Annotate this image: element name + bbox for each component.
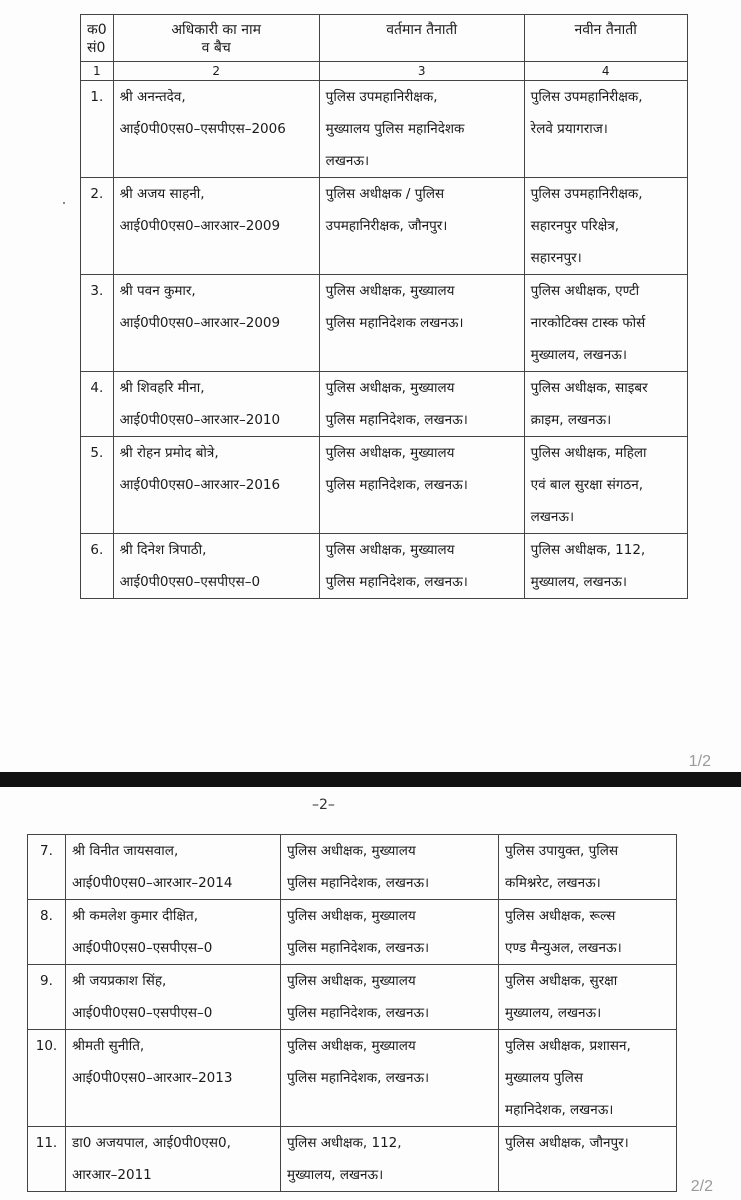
serial-number-cell: 1.: [81, 81, 114, 178]
current-line: पुलिस अधीक्षक, मुख्यालय: [325, 283, 455, 299]
header-serial-line2: सं0: [87, 40, 106, 56]
current-posting-cell: [281, 835, 499, 900]
new-posting-cell: [499, 965, 677, 1030]
serial-number-cell: 8.: [28, 900, 66, 965]
new-line: सहारनपुर।: [530, 250, 582, 266]
new-line: एण्ड मैन्युअल, लखनऊ।: [505, 940, 622, 956]
officer-name-cell: [113, 437, 319, 534]
current-line: पुलिस महानिदेशक लखनऊ।: [325, 315, 464, 331]
name-line: श्री अजय साहनी,: [119, 186, 205, 202]
current-posting-cell: [281, 1030, 499, 1127]
name-line: श्री पवन कुमार,: [119, 283, 196, 299]
serial-number-cell: 2.: [81, 178, 114, 275]
serial-number-cell: 3.: [81, 275, 114, 372]
table-row: [28, 1030, 677, 1127]
name-line: आई0पी0एस0–आरआर–2014: [72, 875, 233, 891]
column-number: 2: [113, 62, 319, 81]
name-line: आई0पी0एस0–एसपीएस–0: [72, 1005, 213, 1021]
current-line: पुलिस महानिदेशक, लखनऊ।: [287, 1005, 430, 1021]
name-line: श्री जयप्रकाश सिंह,: [72, 973, 167, 989]
current-line: पुलिस महानिदेशक, लखनऊ।: [287, 875, 430, 891]
current-line: पुलिस महानिदेशक, लखनऊ।: [325, 412, 468, 428]
current-line: पुलिस उपमहानिरीक्षक,: [325, 89, 438, 105]
name-line: आई0पी0एस0–आरआर–2009: [119, 315, 281, 331]
new-line: कमिश्नरेट, लखनऊ।: [505, 875, 601, 891]
table-row: [81, 437, 688, 534]
table-row: [81, 81, 688, 178]
current-line: मुख्यालय पुलिस महानिदेशक: [325, 121, 465, 137]
current-line: पुलिस अधीक्षक, मुख्यालय: [287, 1038, 416, 1054]
table-row: [81, 178, 688, 275]
officer-name-cell: [66, 900, 281, 965]
officer-name-cell: [113, 372, 319, 437]
header-current-posting: [319, 15, 524, 62]
current-posting-cell: [319, 437, 524, 534]
name-line: आई0पी0एस0–आरआर–2010: [119, 412, 281, 428]
serial-number-cell: 5.: [81, 437, 114, 534]
column-number: 3: [319, 62, 524, 81]
serial-number-cell: 6.: [81, 534, 114, 599]
current-line: मुख्यालय, लखनऊ।: [287, 1167, 384, 1183]
header-serial-line1: क0: [87, 22, 107, 38]
table-row: [28, 900, 677, 965]
officer-name-cell: [66, 1030, 281, 1127]
column-number-row: [81, 62, 688, 81]
current-line: पुलिस अधीक्षक, 112,: [287, 1135, 402, 1151]
header-officer-name: [113, 15, 319, 62]
new-line: मुख्यालय, लखनऊ।: [530, 347, 627, 363]
new-posting-cell: [524, 178, 687, 275]
new-posting-cell: [524, 81, 687, 178]
name-line: आई0पी0एस0–आरआर–2016: [119, 477, 281, 493]
name-line: श्री दिनेश त्रिपाठी,: [119, 542, 207, 558]
current-line: पुलिस अधीक्षक, मुख्यालय: [287, 908, 416, 924]
serial-number-cell: 10.: [28, 1030, 66, 1127]
new-posting-cell: [499, 900, 677, 965]
current-posting-cell: [319, 81, 524, 178]
page-indicator: 2/2: [690, 1178, 713, 1195]
new-line: लखनऊ।: [530, 509, 575, 525]
serial-number-cell: 11.: [28, 1127, 66, 1192]
name-line: श्री कमलेश कुमार दीक्षित,: [72, 908, 198, 924]
column-number: 4: [524, 62, 687, 81]
new-line: पुलिस अधीक्षक, 112,: [530, 542, 646, 558]
current-posting-cell: [319, 534, 524, 599]
current-line: पुलिस महानिदेशक, लखनऊ।: [325, 574, 468, 590]
table-row: [81, 534, 688, 599]
current-line: पुलिस अधीक्षक, मुख्यालय: [287, 843, 416, 859]
current-line: लखनऊ।: [325, 153, 370, 169]
table-row: [81, 275, 688, 372]
new-line: मुख्यालय, लखनऊ।: [505, 1005, 602, 1021]
new-posting-cell: [524, 534, 687, 599]
new-line: पुलिस अधीक्षक, रूल्स: [505, 908, 616, 924]
name-line: श्री विनीत जायसवाल,: [72, 843, 179, 859]
current-line: पुलिस अधीक्षक, मुख्यालय: [325, 380, 455, 396]
page-separator: [0, 772, 741, 787]
name-line: आई0पी0एस0–एसपीएस–0: [72, 940, 213, 956]
new-posting-cell: [499, 835, 677, 900]
table-row: [28, 1127, 677, 1192]
new-posting-cell: [524, 437, 687, 534]
current-posting-cell: [281, 1127, 499, 1192]
name-line: आई0पी0एस0–एसपीएस–2006: [119, 121, 286, 137]
new-line: मुख्यालय पुलिस: [505, 1070, 584, 1086]
posting-table-page-2: [27, 834, 677, 1192]
new-line: पुलिस उपायुक्त, पुलिस: [505, 843, 619, 859]
officer-name-cell: [66, 965, 281, 1030]
page-number-mark: –2–: [312, 797, 335, 813]
current-posting-cell: [319, 178, 524, 275]
officer-name-cell: [113, 275, 319, 372]
name-line: श्री अनन्तदेव,: [119, 89, 186, 105]
name-line: श्रीमती सुनीति,: [72, 1038, 145, 1054]
new-line: सहारनपुर परिक्षेत्र,: [530, 218, 620, 234]
new-line: रेलवे प्रयागराज।: [530, 121, 608, 137]
officer-name-cell: [66, 835, 281, 900]
new-posting-cell: [524, 275, 687, 372]
current-line: पुलिस महानिदेशक, लखनऊ।: [325, 477, 468, 493]
current-line: पुलिस अधीक्षक, मुख्यालय: [287, 973, 416, 989]
new-line: पुलिस अधीक्षक, साइबर: [530, 380, 648, 396]
posting-table-page-1: [80, 14, 688, 599]
name-line: आई0पी0एस0–एसपीएस–0: [119, 574, 261, 590]
current-posting-cell: [319, 372, 524, 437]
table-row: [81, 372, 688, 437]
table-header-row: [81, 15, 688, 62]
new-line: पुलिस अधीक्षक, जौनपुर।: [505, 1135, 629, 1151]
column-number: 1: [81, 62, 114, 81]
header-serial-number: [81, 15, 114, 62]
new-line: पुलिस अधीक्षक, सुरक्षा: [505, 973, 618, 989]
new-line: पुलिस उपमहानिरीक्षक,: [530, 89, 643, 105]
header-current-label: वर्तमान तैनाती: [386, 22, 458, 38]
name-line: श्री रोहन प्रमोद बोत्रे,: [119, 445, 219, 461]
page-indicator: 1/2: [688, 753, 711, 770]
serial-number-cell: 7.: [28, 835, 66, 900]
new-line: क्राइम, लखनऊ।: [530, 412, 612, 428]
new-posting-cell: [524, 372, 687, 437]
serial-number-cell: 9.: [28, 965, 66, 1030]
name-line: डा0 अजयपाल, आई0पी0एस0,: [72, 1135, 231, 1151]
new-line: पुलिस अधीक्षक, एण्टी: [530, 283, 640, 299]
scan-speck: [63, 202, 65, 204]
current-line: पुलिस अधीक्षक, मुख्यालय: [325, 542, 455, 558]
current-posting-cell: [319, 275, 524, 372]
new-line: नारकोटिक्स टास्क फोर्स: [530, 315, 646, 331]
current-line: पुलिस महानिदेशक, लखनऊ।: [287, 940, 430, 956]
current-line: पुलिस महानिदेशक, लखनऊ।: [287, 1070, 430, 1086]
current-line: पुलिस अधीक्षक, मुख्यालय: [325, 445, 455, 461]
name-line: आई0पी0एस0–आरआर–2009: [119, 218, 281, 234]
header-new-posting: [524, 15, 687, 62]
new-posting-cell: [499, 1030, 677, 1127]
table-row: [28, 835, 677, 900]
header-name-line1: अधिकारी का नाम: [171, 22, 262, 38]
new-line: महानिदेशक, लखनऊ।: [505, 1102, 614, 1118]
new-line: पुलिस उपमहानिरीक्षक,: [530, 186, 643, 202]
name-line: आरआर–2011: [72, 1167, 152, 1183]
officer-name-cell: [113, 81, 319, 178]
table-row: [28, 965, 677, 1030]
new-line: पुलिस अधीक्षक, प्रशासन,: [505, 1038, 631, 1054]
officer-name-cell: [113, 534, 319, 599]
officer-name-cell: [66, 1127, 281, 1192]
name-line: आई0पी0एस0–आरआर–2013: [72, 1070, 233, 1086]
serial-number-cell: 4.: [81, 372, 114, 437]
name-line: श्री शिवहरि मीना,: [119, 380, 205, 396]
current-line: पुलिस अधीक्षक / पुलिस: [325, 186, 445, 202]
header-new-label: नवीन तैनाती: [574, 22, 637, 38]
new-line: एवं बाल सुरक्षा संगठन,: [530, 477, 644, 493]
current-posting-cell: [281, 965, 499, 1030]
current-posting-cell: [281, 900, 499, 965]
new-line: पुलिस अधीक्षक, महिला: [530, 445, 647, 461]
header-name-line2: व बैच: [201, 40, 231, 56]
officer-name-cell: [113, 178, 319, 275]
current-line: उपमहानिरीक्षक, जौनपुर।: [325, 218, 448, 234]
new-posting-cell: [499, 1127, 677, 1192]
new-line: मुख्यालय, लखनऊ।: [530, 574, 627, 590]
